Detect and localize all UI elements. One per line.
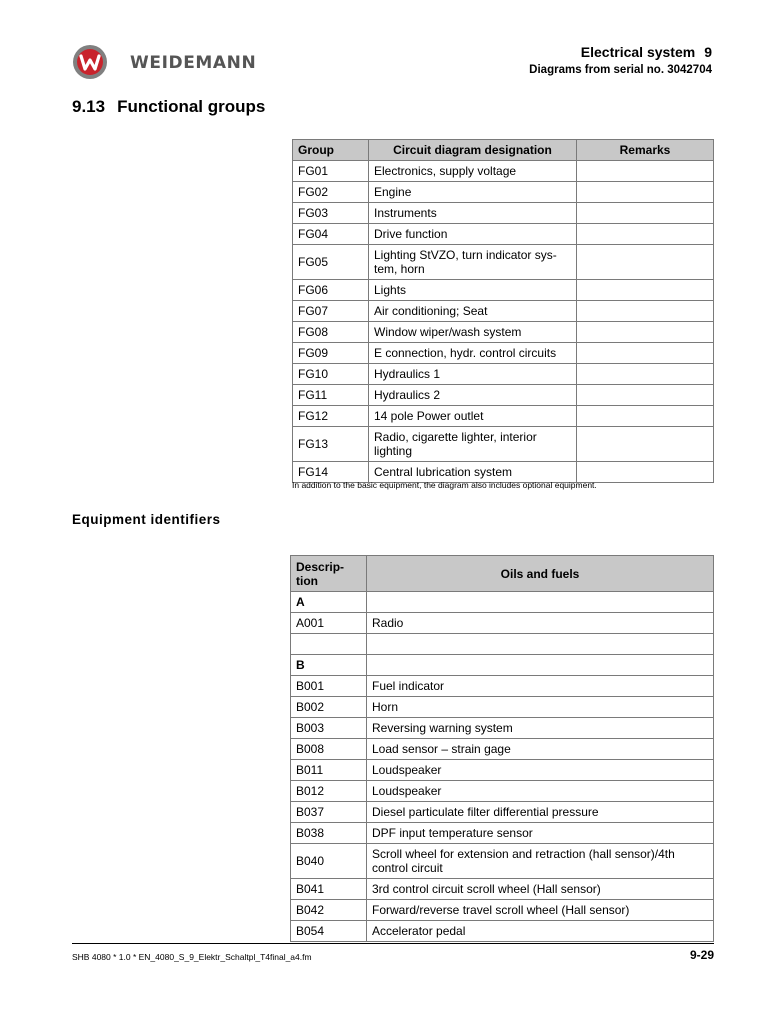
table-row <box>291 921 714 942</box>
designation-cell: Drive function <box>369 224 577 245</box>
code-cell: B040 <box>291 844 367 879</box>
footer-divider <box>72 943 714 944</box>
equipment-identifiers-table <box>290 555 714 942</box>
description-cell: Forward/reverse travel scroll wheel (Hall sensor) <box>367 900 714 921</box>
remarks-cell <box>577 301 714 322</box>
group-cell: FG02 <box>293 182 369 203</box>
remarks-cell <box>577 182 714 203</box>
table-row <box>291 844 714 879</box>
table-row <box>291 697 714 718</box>
designation-cell: Central lubrication system <box>369 462 577 483</box>
description-cell <box>367 592 714 613</box>
group-cell: FG10 <box>293 364 369 385</box>
designation-cell: Hydraulics 1 <box>369 364 577 385</box>
table-header-row <box>291 556 714 592</box>
table-row <box>293 182 714 203</box>
group-cell: FG01 <box>293 161 369 182</box>
designation-cell: Radio, cigarette lighter, interior lighting <box>369 427 577 462</box>
group-cell: FG12 <box>293 406 369 427</box>
description-cell: Accelerator pedal <box>367 921 714 942</box>
designation-cell: Window wiper/wash system <box>369 322 577 343</box>
code-cell: B011 <box>291 760 367 781</box>
code-cell: B008 <box>291 739 367 760</box>
remarks-cell <box>577 280 714 301</box>
table-note: In addition to the basic equipment, the diagram also includes optional equipment. <box>292 480 597 490</box>
group-cell: FG04 <box>293 224 369 245</box>
column-header-oils-fuels: Oils and fuels <box>367 556 714 592</box>
designation-cell: Electronics, supply voltage <box>369 161 577 182</box>
table-row <box>291 760 714 781</box>
remarks-cell <box>577 385 714 406</box>
group-letter-row <box>291 592 714 613</box>
code-cell: B <box>291 655 367 676</box>
remarks-cell <box>577 343 714 364</box>
page-header <box>529 44 712 78</box>
table-row <box>293 364 714 385</box>
group-cell: FG11 <box>293 385 369 406</box>
group-cell: FG06 <box>293 280 369 301</box>
page-number: 9-29 <box>689 948 714 962</box>
code-cell: B041 <box>291 879 367 900</box>
group-cell: FG08 <box>293 322 369 343</box>
description-cell: Reversing warning system <box>367 718 714 739</box>
section-title <box>72 97 265 117</box>
description-cell: Loudspeaker <box>367 760 714 781</box>
chapter-number: 9 <box>704 44 712 60</box>
group-cell: FG13 <box>293 427 369 462</box>
code-cell: B054 <box>291 921 367 942</box>
designation-cell: Lights <box>369 280 577 301</box>
table-row <box>291 900 714 921</box>
remarks-cell <box>577 364 714 385</box>
group-cell: FG03 <box>293 203 369 224</box>
description-cell: Radio <box>367 613 714 634</box>
section-number: 9.13 <box>72 97 106 116</box>
chapter-title: Electrical system <box>580 44 696 60</box>
remarks-cell <box>577 203 714 224</box>
table-row <box>293 322 714 343</box>
table-row <box>293 161 714 182</box>
designation-cell: Engine <box>369 182 577 203</box>
remarks-cell <box>577 161 714 182</box>
remarks-cell <box>577 224 714 245</box>
designation-cell: Air conditioning; Seat <box>369 301 577 322</box>
code-cell: B002 <box>291 697 367 718</box>
table-row <box>291 879 714 900</box>
code-cell: B001 <box>291 676 367 697</box>
designation-cell: Lighting StVZO, turn indicator sys-tem, horn <box>369 245 577 280</box>
code-cell: B042 <box>291 900 367 921</box>
group-cell: FG14 <box>293 462 369 483</box>
code-cell: B003 <box>291 718 367 739</box>
section-title-text: Functional groups <box>117 97 266 116</box>
column-header-remarks: Remarks <box>577 140 714 161</box>
table-row <box>291 781 714 802</box>
table-row <box>293 203 714 224</box>
designation-cell: 14 pole Power outlet <box>369 406 577 427</box>
description-cell: Load sensor – strain gage <box>367 739 714 760</box>
functional-groups-table <box>292 139 714 483</box>
column-header-designation: Circuit diagram designation <box>369 140 577 161</box>
remarks-cell <box>577 406 714 427</box>
table-row <box>293 224 714 245</box>
table-header-row <box>293 140 714 161</box>
table-row <box>293 280 714 301</box>
table-row <box>293 301 714 322</box>
table-row <box>291 802 714 823</box>
chapter-heading <box>529 44 712 61</box>
table-row <box>293 245 714 280</box>
table-row <box>293 406 714 427</box>
group-cell: FG05 <box>293 245 369 280</box>
table-row <box>293 343 714 364</box>
code-cell: B012 <box>291 781 367 802</box>
table-row <box>291 823 714 844</box>
column-header-group: Group <box>293 140 369 161</box>
group-cell: FG09 <box>293 343 369 364</box>
description-cell <box>367 655 714 676</box>
description-cell: 3rd control circuit scroll wheel (Hall sensor) <box>367 879 714 900</box>
designation-cell: Instruments <box>369 203 577 224</box>
description-cell <box>367 634 714 655</box>
table-row <box>291 634 714 655</box>
group-letter-row <box>291 655 714 676</box>
table-row <box>291 739 714 760</box>
table-row <box>291 613 714 634</box>
chapter-subtitle: Diagrams from serial no. 3042704 <box>529 64 712 76</box>
description-cell: Diesel particulate filter differential pressure <box>367 802 714 823</box>
table-row <box>291 676 714 697</box>
description-cell: DPF input temperature sensor <box>367 823 714 844</box>
footer-document-id: SHB 4080 * 1.0 * EN_4080_S_9_Elektr_Schaltpl_T4final_a4.fm <box>72 952 312 962</box>
table-row <box>291 718 714 739</box>
remarks-cell <box>577 322 714 343</box>
column-header-description: Descrip-tion <box>291 556 367 592</box>
table-row <box>293 427 714 462</box>
designation-cell: E connection, hydr. control circuits <box>369 343 577 364</box>
code-cell: A001 <box>291 613 367 634</box>
description-cell: Scroll wheel for extension and retraction (hall sensor)/4th control circuit <box>367 844 714 879</box>
designation-cell: Hydraulics 2 <box>369 385 577 406</box>
code-cell: A <box>291 592 367 613</box>
code-cell: B038 <box>291 823 367 844</box>
description-cell: Fuel indicator <box>367 676 714 697</box>
group-cell: FG07 <box>293 301 369 322</box>
table-row <box>293 385 714 406</box>
weidemann-logo-icon <box>72 44 108 80</box>
remarks-cell <box>577 462 714 483</box>
remarks-cell <box>577 427 714 462</box>
description-cell: Loudspeaker <box>367 781 714 802</box>
code-cell: B037 <box>291 802 367 823</box>
remarks-cell <box>577 245 714 280</box>
description-cell: Horn <box>367 697 714 718</box>
brand-name: WEIDEMANN <box>130 53 257 73</box>
equipment-heading: Equipment identifiers <box>72 512 221 527</box>
code-cell <box>291 634 367 655</box>
